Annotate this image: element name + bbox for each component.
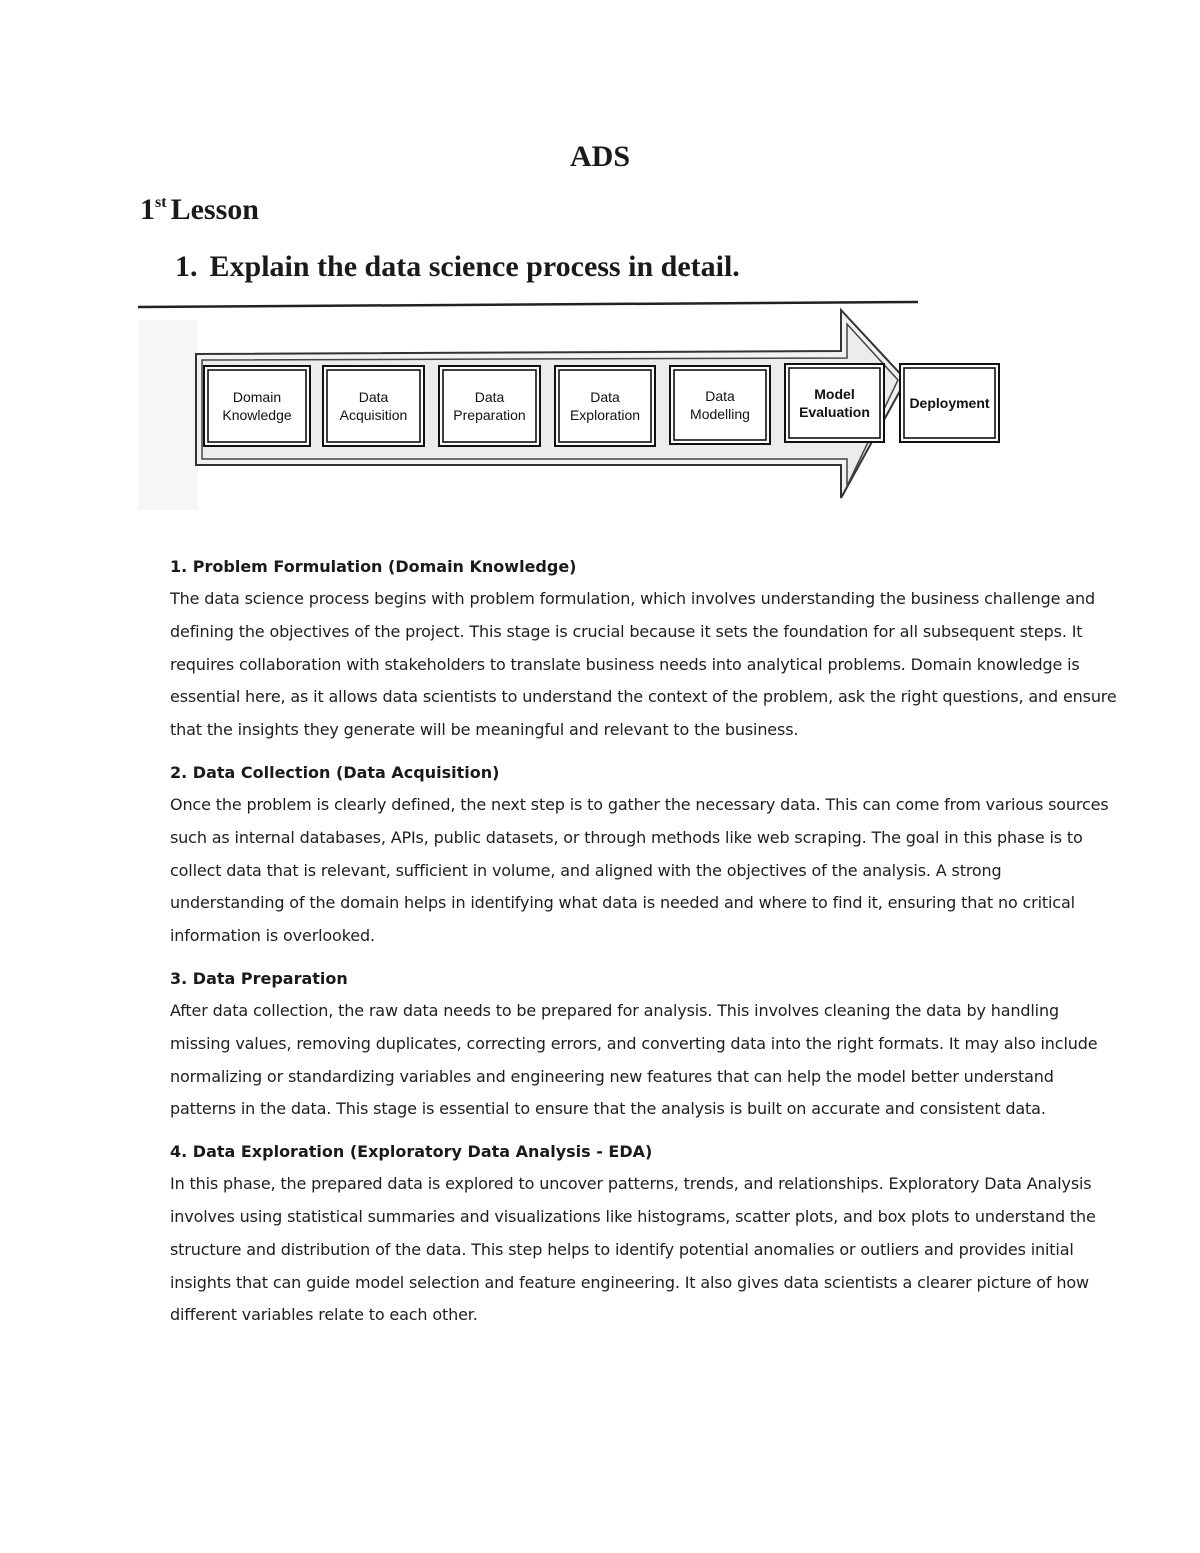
question-text: Explain the data science process in detail. xyxy=(209,250,740,283)
question-number: 1. xyxy=(175,250,198,283)
lesson-heading xyxy=(140,193,259,227)
stage-label: Data Exploration xyxy=(569,389,641,423)
stage-label: Data Modelling xyxy=(690,388,750,422)
stage-label: Domain Knowledge xyxy=(222,389,292,423)
lesson-ordinal-suffix: st xyxy=(155,194,167,211)
stage-label: Data Acquisition xyxy=(339,389,408,423)
section-heading: 4. Data Exploration (Exploratory Data Analysis - EDA) xyxy=(170,1142,653,1162)
stage-label: Deployment xyxy=(909,395,990,411)
scan-shadow xyxy=(138,320,198,510)
section-data-preparation xyxy=(170,965,1120,1126)
question-heading xyxy=(175,250,740,284)
section-body: After data collection, the raw data needs to be prepared for analysis. This involves cleaning the data by handling missing values, removing duplicates, correcting errors, and converting data into the right formats. It may also include normalizing or standardizing variables and engineering new features that can help the model better understand patterns in the data. This stage is essential to ensure that the analysis is built on accurate and consistent data. xyxy=(170,1000,1098,1119)
section-data-exploration xyxy=(170,1138,1120,1332)
lesson-number: 1 xyxy=(140,193,155,226)
stage-label: Model Evaluation xyxy=(799,386,870,420)
section-body: The data science process begins with problem formulation, which involves understanding the business challenge and defining the objectives of the project. This stage is crucial because it sets the foundation for all subsequent steps. It requires collaboration with stakeholders to translate business needs into analytical problems. Domain knowledge is essential here, as it allows data scientists to understand the context of the problem, ask the right questions, and ensure that the insights they generate will be meaningful and relevant to the business. xyxy=(170,589,1117,740)
section-heading: 3. Data Preparation xyxy=(170,968,348,988)
section-problem-formulation xyxy=(170,553,1120,747)
section-heading: 2. Data Collection (Data Acquisition) xyxy=(170,762,500,782)
answer-sections xyxy=(170,553,1120,1344)
section-body: Once the problem is clearly defined, the next step is to gather the necessary data. This can come from various sources such as internal databases, APIs, public datasets, or through methods like web scraping. The goal in this phase is to collect data that is relevant, sufficient in volume, and aligned with the objectives of the analysis. A strong understanding of the domain helps in identifying what data is needed and where to find it, ensuring that no critical information is overlooked. xyxy=(170,794,1109,946)
lesson-word: Lesson xyxy=(170,193,259,226)
stage-label: Data Preparation xyxy=(453,389,526,423)
document-title: ADS xyxy=(569,140,630,173)
section-body: In this phase, the prepared data is explored to uncover patterns, trends, and relationships. Exploratory Data Analysis involves using statistical summaries and visualizations like histograms, scatter plots, and box plots to understand the structure and distribution of the data. This step helps to identify potential anomalies or outliers and provides initial insights that can guide model selection and feature engineering. It also gives data scientists a clearer picture of how different variables relate to each other. xyxy=(170,1174,1096,1325)
section-heading: 1. Problem Formulation (Domain Knowledge) xyxy=(170,557,577,576)
section-data-collection xyxy=(170,759,1120,953)
scan-rule-line xyxy=(138,302,918,307)
data-science-process-diagram xyxy=(138,296,1058,514)
